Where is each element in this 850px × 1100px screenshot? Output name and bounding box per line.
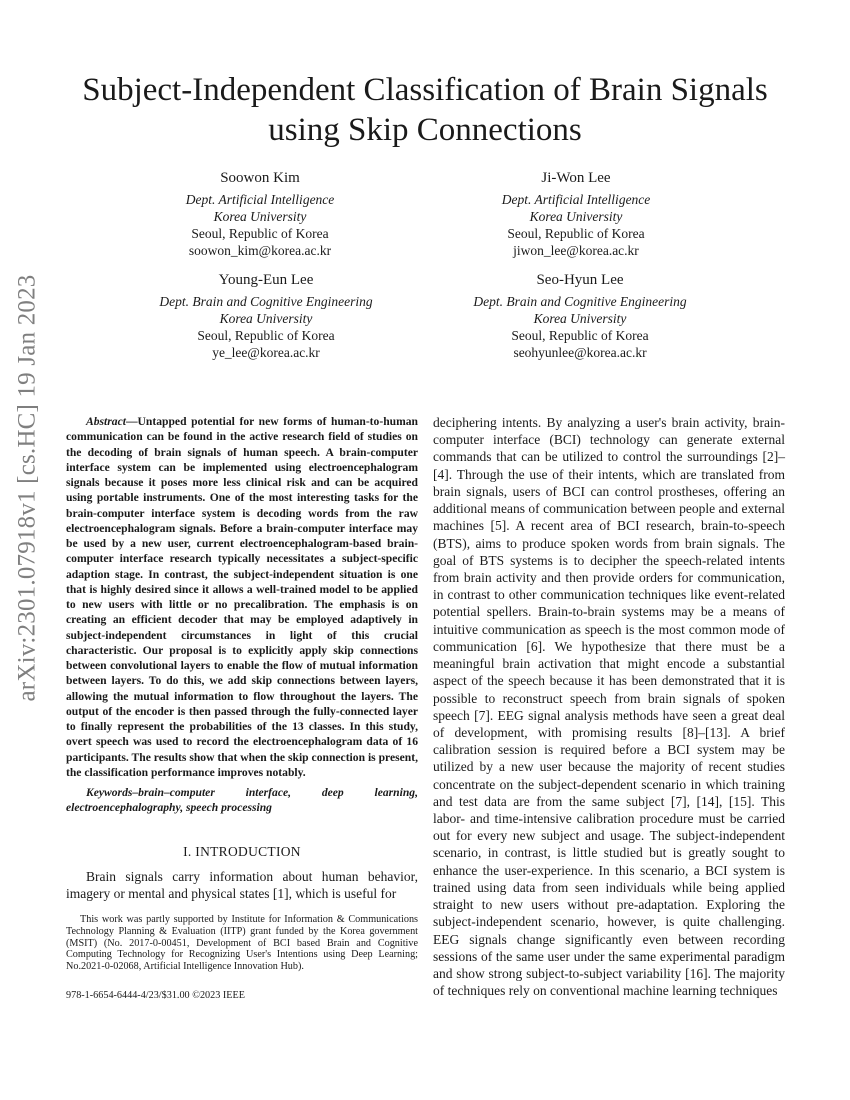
author-department: Dept. Artificial Intelligence bbox=[185, 192, 335, 207]
author-university: Korea University bbox=[533, 311, 627, 326]
author-location: Seoul, Republic of Korea bbox=[197, 328, 335, 343]
left-column bbox=[66, 414, 418, 902]
introduction-continued-paragraph: deciphering intents. By analyzing a user's brain activity, brain-computer interface (BCI) technology can generate external commands that can be utilized to control the surroundings [2]–[4]. Through the use of their intents, which are translated from brain signals, users of BCI can control prostheses, offering an additional means of communication between people and external machines [5]. A recent area of BCI research, brain-to-speech (BTS), aims to produce spoken words from brain signals. The goal of BTS systems is to decipher the speech-related intents from brain activity and then provide orders for communication, in contrast to other communication techniques like event-related potential spellers. Brain-to-brain systems may be a means of intuitive communication as speech is the most common mode of communication [6]. We hypothesize that there must be a meaningful brain activation that might encode a substantial aspect of the speech because it has been demonstrated that it is possible to reconstruct speech from brain signals of spoken speech [7]. EEG signal analysis methods have seen a great deal of development, with promising results [8]–[13]. A brief calibration session is required before a BCI system may be utilized by a new user because the majority of recent studies concentrate on the subject-dependent scenario in which training and test data are from the same subject [7], [14], [15]. This labor- and time-intensive calibration procedure must be carried out for every new subject and usage. The subject-independent scenario, in contrast, is little studied but is greatly sought to enhance the user-experience. In this scenario, a BCI system is trained using data from seen individuals while being applied straight to new users without pre-adaptation. Exploring the subject-independent scenario, however, is quite challenging. EEG signals change significantly even between recording sessions of the same user under the same experimental paradigm and show strong subject-to-subject variability [16]. The majority of techniques rely on conventional machine learning techniques bbox=[433, 415, 785, 999]
paper-title-line-2: using Skip Connections bbox=[268, 112, 582, 148]
author-name: Young-Eun Lee bbox=[218, 272, 314, 288]
author-block-4 bbox=[420, 271, 740, 361]
author-name: Ji-Won Lee bbox=[541, 170, 611, 186]
author-email: jiwon_lee@korea.ac.kr bbox=[513, 243, 639, 258]
copyright-notice: 978-1-6654-6444-4/23/$31.00 ©2023 IEEE bbox=[66, 990, 245, 1001]
abstract-body: —Untapped potential for new forms of human-to-human communication can be found in the active research field of studies on the decoding of brain signals of human speech. A brain-computer interface system can be implemented using electroencephalogram signals because it poses more less clinical risk and can be acquired using portable instruments. One of the most interesting tasks for the brain-computer interface system is decoding words from the raw electroencephalogram signals. Before a brain-computer interface may be used by a new user, current electroencephalogram-based brain-computer interface research typically necessitates a subject-specific adaption stage. In contrast, the subject-independent situation is one that is highly desired since it allows a well-trained model to be applied to new users with little or no precalibration. The emphasis is on creating an efficient decoder that may be employed adaptively in subject-independent circumstances in light of this crucial characteristic. Our proposal is to explicitly apply skip connections between convolutional layers to enable the flow of mutual information between layers. To do this, we add skip connections between layers, allowing the mutual information to flow throughout the layers. The output of the encoder is then passed through the fully-connected layer to finally represent the probabilities of the 13 classes. In this study, overt speech was used to record the electroencephalogram data of 16 participants. The results show that when the skip connection is present, the classification performance improves notably. bbox=[66, 415, 418, 779]
author-location: Seoul, Republic of Korea bbox=[191, 226, 329, 241]
author-email: ye_lee@korea.ac.kr bbox=[212, 345, 320, 360]
author-university: Korea University bbox=[529, 209, 623, 224]
arxiv-identifier-text: arXiv:2301.07918v1 [cs.HC] 19 Jan 2023 bbox=[13, 274, 40, 702]
abstract-label: Abstract bbox=[86, 415, 126, 428]
author-email: seohyunlee@korea.ac.kr bbox=[513, 345, 647, 360]
author-university: Korea University bbox=[219, 311, 313, 326]
author-email: soowon_kim@korea.ac.kr bbox=[188, 243, 332, 258]
author-department: Dept. Brain and Cognitive Engineering bbox=[159, 294, 373, 309]
abstract-paragraph bbox=[66, 414, 418, 780]
introduction-paragraph: Brain signals carry information about human behavior, imagery or mental and physical states [1], which is useful for bbox=[66, 868, 418, 901]
paper-title bbox=[60, 70, 790, 150]
arxiv-identifier-stamp bbox=[7, 274, 47, 702]
section-heading-introduction: I. INTRODUCTION bbox=[183, 843, 301, 859]
author-block-2 bbox=[416, 169, 736, 259]
keywords-line: Keywords–brain–computer interface, deep learning, electroencephalography, speech processing bbox=[66, 786, 418, 815]
author-name: Seo-Hyun Lee bbox=[536, 272, 624, 288]
author-name: Soowon Kim bbox=[220, 170, 300, 186]
author-department: Dept. Artificial Intelligence bbox=[501, 192, 651, 207]
right-column bbox=[433, 414, 785, 999]
author-university: Korea University bbox=[213, 209, 307, 224]
author-department: Dept. Brain and Cognitive Engineering bbox=[473, 294, 687, 309]
funding-footnote: This work was partly supported by Institute for Information & Communications Technology Planning & Evaluation (IITP) grant funded by the Korea government (MSIT) (No. 2017-0-00451, Development of BCI based Brain and Cognitive Computing Technology for Recognizing User's Intentions using Deep Learning; No.2021-0-02068, Artificial Intelligence Innovation Hub). bbox=[66, 914, 418, 973]
author-block-3 bbox=[106, 271, 426, 361]
author-location: Seoul, Republic of Korea bbox=[507, 226, 645, 241]
paper-title-line-1: Subject-Independent Classification of Brain Signals bbox=[82, 72, 768, 108]
author-block-1 bbox=[100, 169, 420, 259]
author-location: Seoul, Republic of Korea bbox=[511, 328, 649, 343]
